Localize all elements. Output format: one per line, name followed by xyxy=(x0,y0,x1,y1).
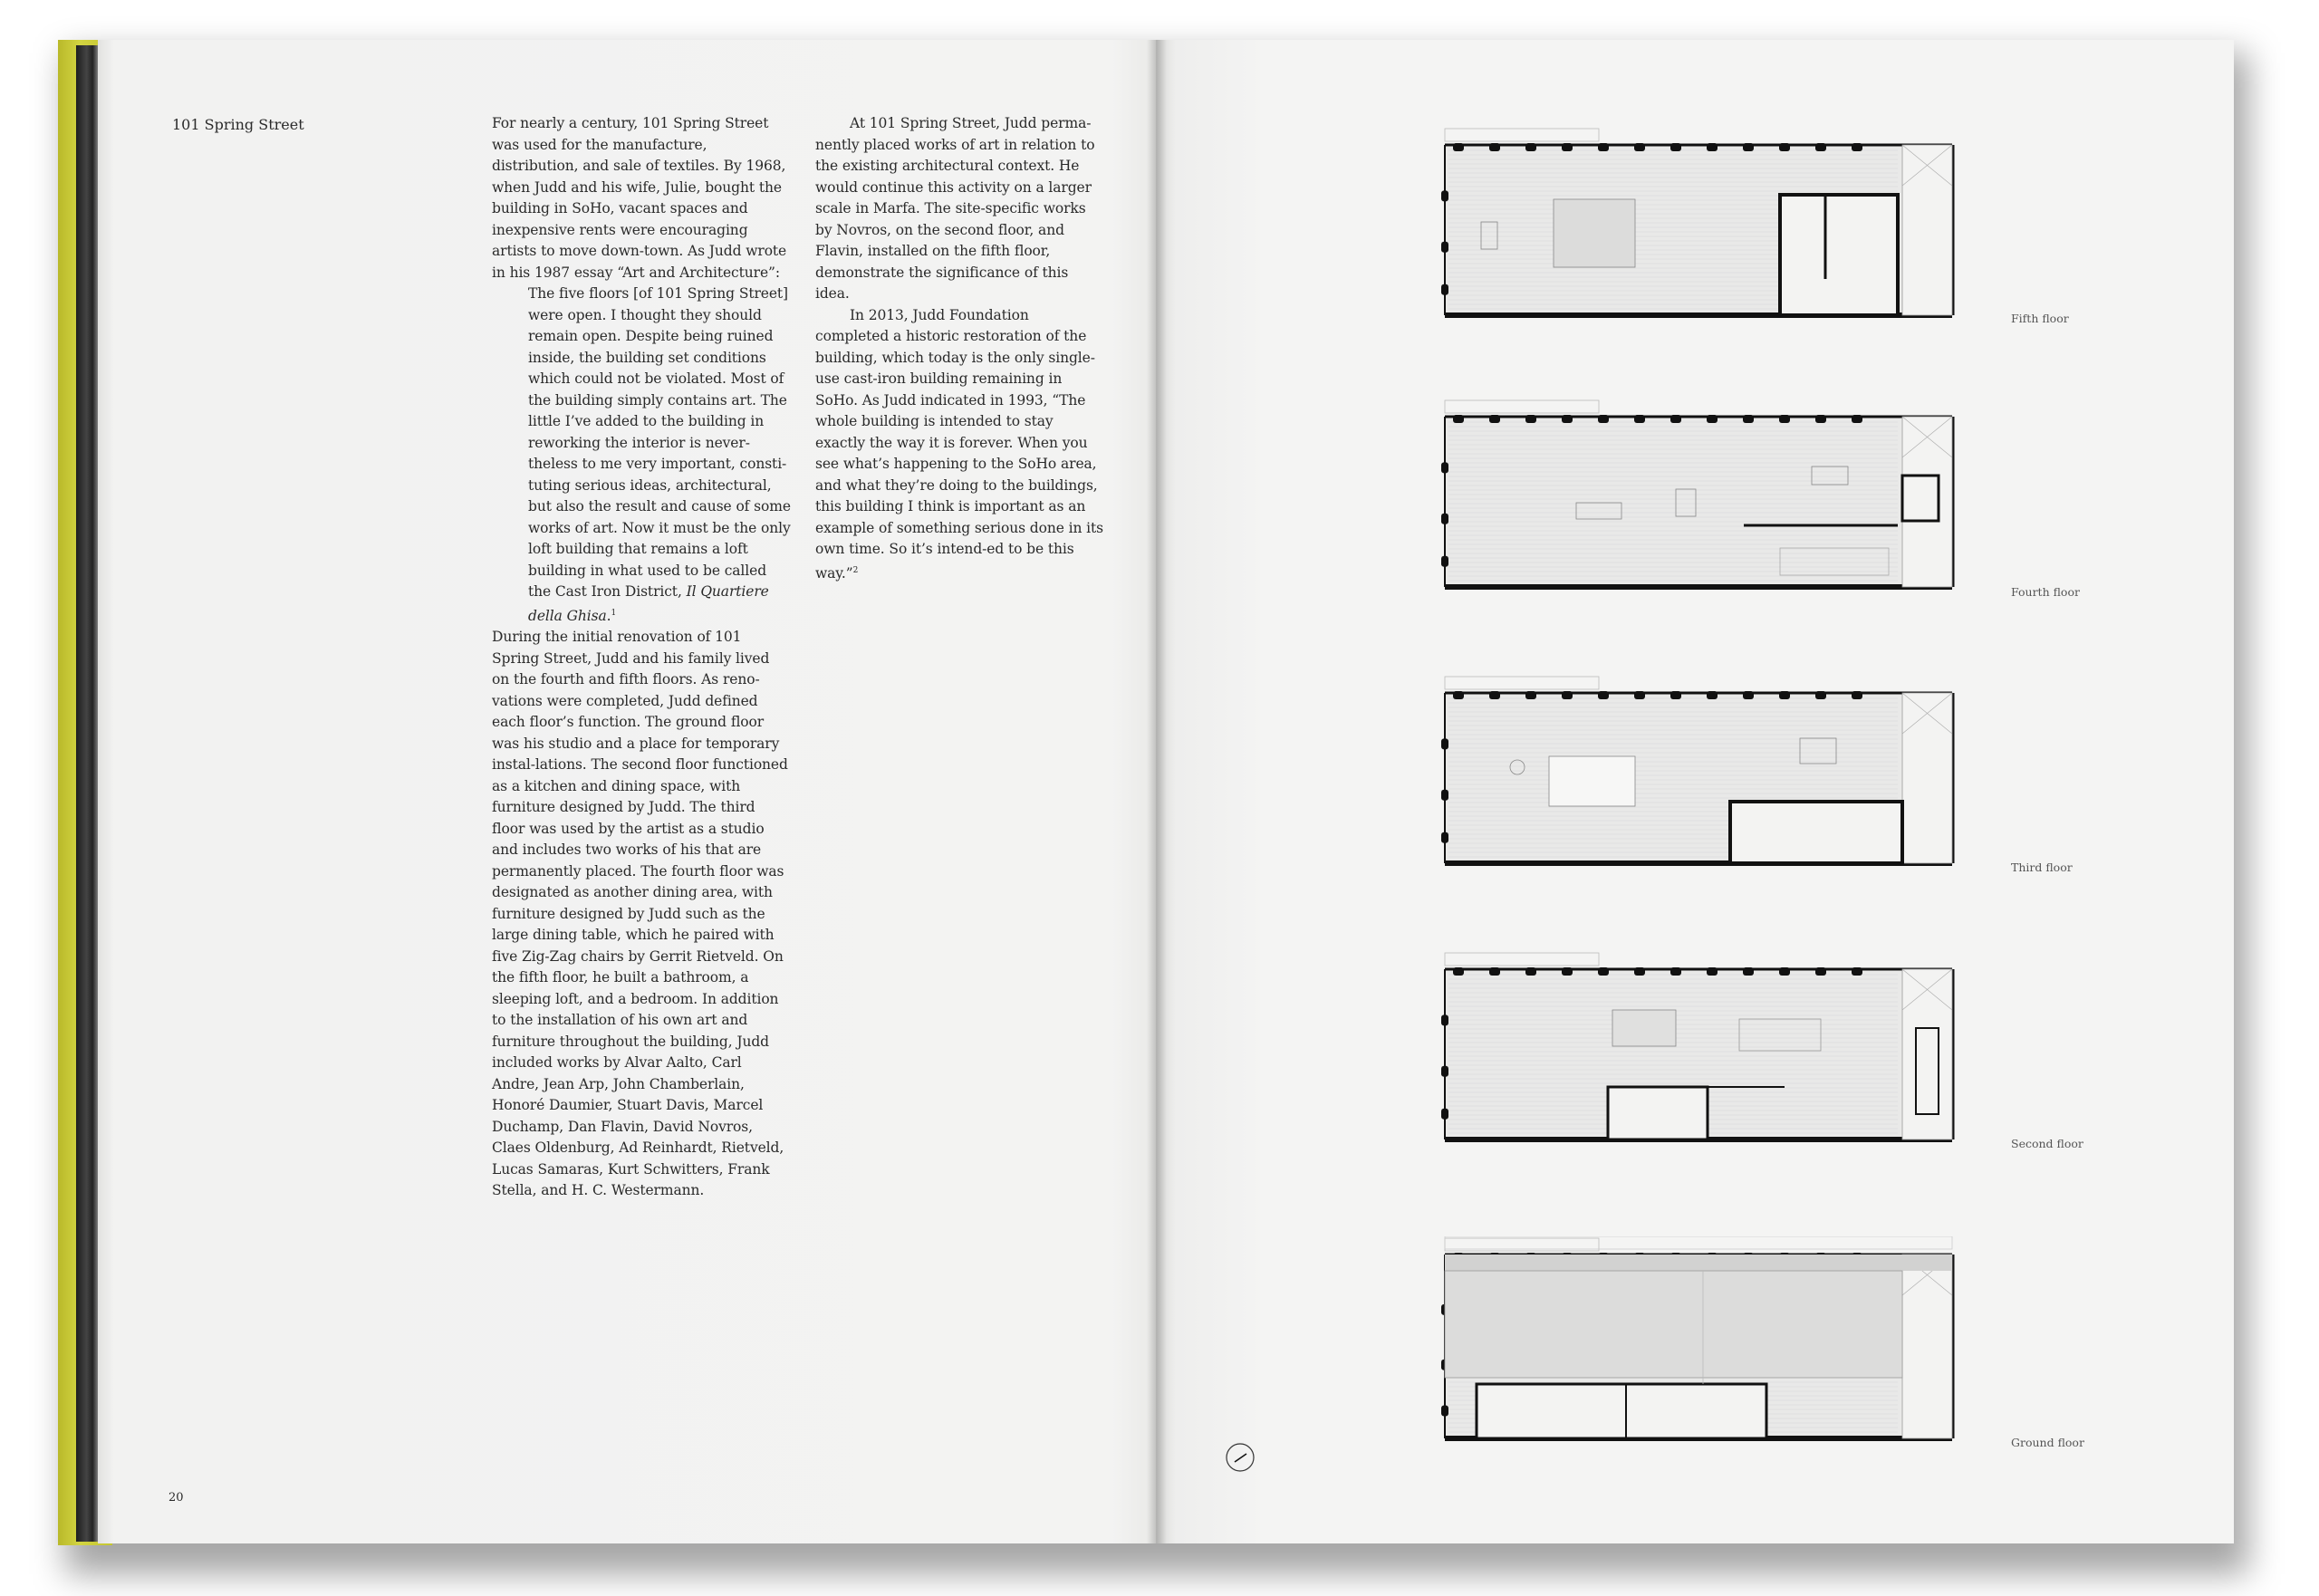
text-column-1 xyxy=(492,113,791,1202)
paragraph-text: In 2013, Judd Foundation completed a historic restoration of the building, which today is the only single-use cast-iron building remaining in SoHo. As Judd indicated in 1993, “The whole building is intended to stay exactly the way it is forever. When you see what’s happening to the SoHo area, and what they’re doing to the buildings, this building I think is important as an example of something serious done in its own time. So it’s intend-ed to be this way.” xyxy=(815,306,1104,582)
running-head: 101 Spring Street xyxy=(172,116,304,133)
floor-plan-ground xyxy=(1436,1236,1961,1449)
paragraph: During the initial renovation of 101 Spring Street, Judd and his family lived on the fourth and fifth floors. As reno-vations were completed, Judd defined each floor’s function. The ground floor was his studio and a place for temporary instal-lations. The second floor functioned as a kitchen and dining space, with furniture designed by Judd. The third floor was used by the artist as a studio and includes two works of his that are permanently placed. The fourth floor was designated as another dining area, with furniture designed by Judd such as the large dining table, which he paired with five Zig-Zag chairs by Gerrit Rietveld. On the fifth floor, he built a bathroom, a sleeping loft, and a bedroom. In addition to the installation of his own art and furniture throughout the building, Judd included works by Alvar Aalto, Carl Andre, Jean Arp, John Chamberlain, Honoré Daumier, Stuart Davis, Marcel Duchamp, Dan Flavin, David Novros, Claes Oldenburg, Ad Reinhardt, Rietveld, Lucas Samaras, Kurt Schwitters, Frank Stella, and H. C. Westermann. xyxy=(492,629,788,1199)
paragraph: At 101 Spring Street, Judd perma-nently placed works of art in relation to the existing architectural context. He would continue this activity on a larger scale in Marfa. The site-specific works by Novros, on the second floor, and Flavin, installed on the fifth floor, demonstrate the significance of this idea. xyxy=(815,115,1095,302)
floor-plan-fourth xyxy=(1436,399,1961,598)
quote-text: The five floors [of 101 Spring Street] were open. I thought they should remain open. Despite being ruined inside, the building set conditions which could not be violated. Most of the building simply contains art. The little I’ve added to the building in reworking the interior is never-theless to me very important, consti-tuting serious ideas, architectural, but also the result and cause of some works of art. Now it must be the only loft building that remains a loft building in what used to be called the Cast Iron District, xyxy=(528,285,791,600)
floor-label-fifth: Fifth floor xyxy=(2011,312,2069,325)
floor-plan-third xyxy=(1436,675,1961,874)
floor-label-second: Second floor xyxy=(2011,1137,2083,1150)
page-number: 20 xyxy=(168,1491,184,1505)
text-column-2 xyxy=(815,113,1105,584)
floor-plan-second xyxy=(1436,951,1961,1150)
floor-label-fourth: Fourth floor xyxy=(2011,585,2080,599)
quote-italic: Il Quartiere della Ghisa xyxy=(528,583,769,624)
block-quote xyxy=(528,284,791,627)
floor-label-third: Third floor xyxy=(2011,860,2073,874)
footnote-marker: 1 xyxy=(611,608,617,618)
page-edges xyxy=(76,45,100,1542)
north-arrow-icon xyxy=(1225,1442,1256,1476)
floor-plan-fifth xyxy=(1436,127,1961,326)
gutter-shadow xyxy=(1147,40,1167,1543)
floor-label-ground: Ground floor xyxy=(2011,1436,2084,1449)
footnote-marker: 2 xyxy=(852,565,859,575)
paragraph: For nearly a century, 101 Spring Street was used for the manufacture, distribution, and sale of textiles. By 1968, when Judd and his wife, Julie, bought the building in SoHo, vacant spaces and inexpensive rents were encouraging artists to move down-town. As Judd wrote in his 1987 essay “Art and Architecture”: xyxy=(492,115,787,281)
paragraph xyxy=(815,305,1105,585)
quote-end: . xyxy=(606,607,611,624)
